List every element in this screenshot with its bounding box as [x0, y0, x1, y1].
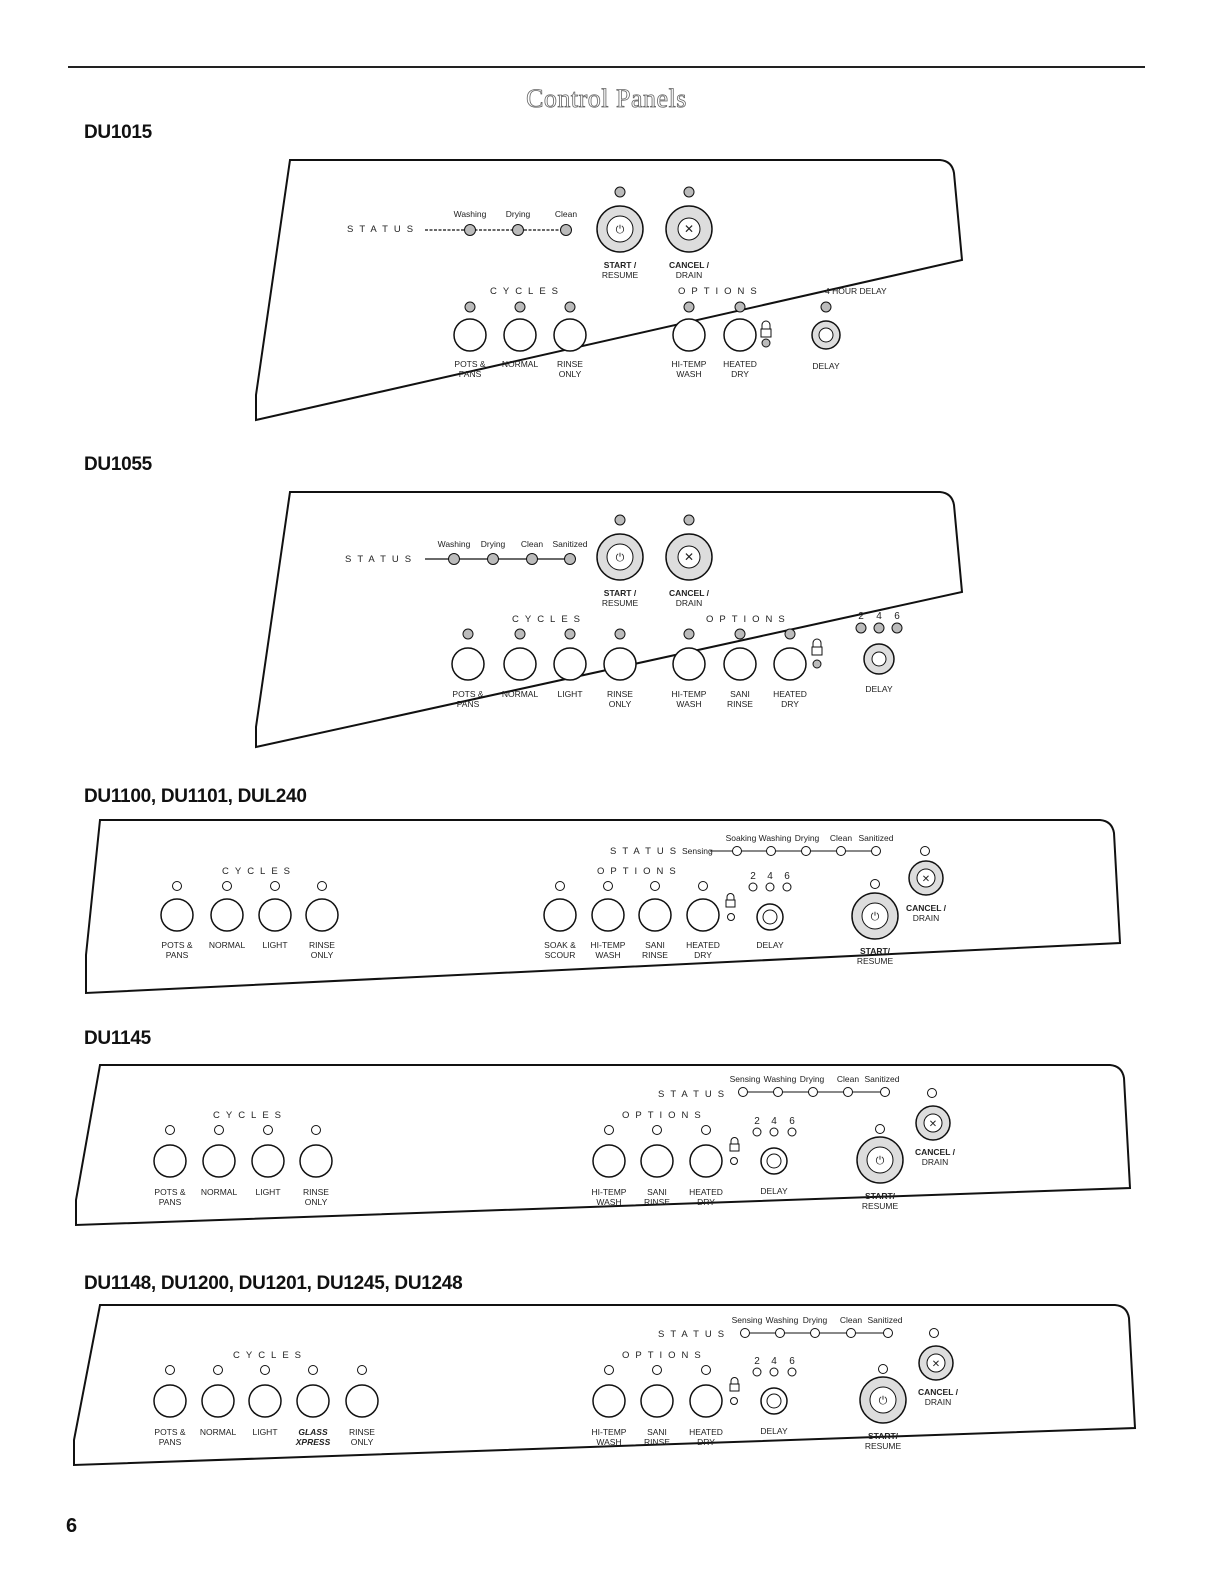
cycle-label: RINSE — [303, 1187, 329, 1197]
cycle-button[interactable] — [504, 648, 536, 680]
status-light — [465, 225, 476, 236]
cycle-label: NORMAL — [199, 1427, 237, 1437]
cycles-heading: CYCLES — [490, 286, 565, 297]
delay-light — [766, 883, 774, 891]
options-heading: OPTIONS — [678, 286, 763, 297]
status-item-label: Sanitized — [867, 1315, 903, 1325]
status-light — [884, 1329, 893, 1338]
cancel-label: CANCEL / — [918, 1387, 958, 1397]
cycle-button[interactable] — [249, 1385, 281, 1417]
cancel-symbol: ✕ — [683, 222, 695, 236]
cycle-label: LIGHT — [557, 689, 583, 699]
start-label-2: RESUME — [601, 270, 639, 280]
lock-light — [731, 1398, 738, 1405]
delay-hour: 6 — [894, 611, 900, 622]
option-label-2: WASH — [596, 1437, 622, 1447]
option-label: HEATED — [689, 1427, 723, 1437]
indicator-light — [684, 515, 694, 525]
delay-hour: 2 — [858, 611, 864, 622]
status-light — [527, 554, 538, 565]
indicator-light — [312, 1126, 321, 1135]
option-label-2: WASH — [676, 699, 702, 709]
option-button[interactable] — [687, 899, 719, 931]
indicator-light — [166, 1366, 175, 1375]
status-light — [739, 1088, 748, 1097]
cycle-label: POTS & — [452, 689, 484, 699]
start-symbol: ⏻ — [615, 552, 625, 564]
indicator-light — [651, 882, 660, 891]
cycle-label: RINSE — [349, 1427, 375, 1437]
start-symbol: ⏻ — [870, 911, 880, 923]
cycle-label-2: XPRESS — [295, 1437, 331, 1447]
cycle-label-2: ONLY — [304, 1197, 328, 1207]
indicator-light — [653, 1366, 662, 1375]
option-label-2: SCOUR — [544, 950, 576, 960]
status-item-label: Drying — [794, 833, 820, 843]
cycle-label: NORMAL — [208, 940, 246, 950]
delay-icon — [763, 910, 777, 924]
status-light — [872, 847, 881, 856]
cycle-button[interactable] — [554, 319, 586, 351]
start-label: START/ — [864, 1191, 896, 1201]
delay-light — [753, 1368, 761, 1376]
status-item-label: Sensing — [731, 1315, 763, 1325]
control-panel-du1015 — [250, 155, 970, 430]
status-sensing-label: Sensing — [682, 846, 713, 856]
option-label: HI-TEMP — [590, 940, 626, 950]
cancel-label-2: DRAIN — [912, 913, 940, 923]
cycles-heading: CYCLES — [213, 1110, 288, 1121]
model-label-du1055: DU1055 — [84, 454, 152, 475]
start-symbol: ⏻ — [615, 224, 625, 236]
lock-icon — [726, 894, 735, 908]
option-label: SANI — [647, 1187, 667, 1197]
status-light — [809, 1088, 818, 1097]
option-label: SOAK & — [544, 940, 576, 950]
option-label: HEATED — [686, 940, 720, 950]
delay-light — [770, 1368, 778, 1376]
cycle-label: NORMAL — [200, 1187, 238, 1197]
delay-label: DELAY — [756, 940, 784, 950]
lock-icon — [730, 1378, 739, 1392]
delay-label: DELAY — [760, 1426, 788, 1436]
status-light — [811, 1329, 820, 1338]
indicator-light — [223, 882, 232, 891]
option-button[interactable] — [673, 648, 705, 680]
cycle-button[interactable] — [161, 899, 193, 931]
option-buttons — [544, 882, 720, 961]
status-item-label: Washing — [758, 833, 792, 843]
indicator-light — [702, 1366, 711, 1375]
page-number: 6 — [66, 1515, 78, 1537]
delay-heading: 4 HOUR DELAY — [825, 286, 887, 296]
status-light — [513, 225, 524, 236]
cycle-label: RINSE — [309, 940, 335, 950]
indicator-light — [556, 882, 565, 891]
clock-icon — [819, 328, 833, 342]
option-label: SANI — [645, 940, 665, 950]
delay-hour: 6 — [789, 1356, 795, 1367]
indicator-light — [515, 629, 525, 639]
indicator-light — [515, 302, 525, 312]
status-item-label: Drying — [802, 1315, 828, 1325]
indicator-light — [465, 302, 475, 312]
indicator-light — [684, 629, 694, 639]
option-label-2: RINSE — [644, 1197, 670, 1207]
options-heading: OPTIONS — [597, 866, 682, 877]
lock-light — [731, 1158, 738, 1165]
option-label-2: DRY — [781, 699, 799, 709]
indicator-light — [928, 1089, 937, 1098]
start-symbol: ⏻ — [875, 1155, 885, 1167]
delay-light — [770, 1128, 778, 1136]
status-light — [837, 847, 846, 856]
start-label: START / — [603, 588, 637, 598]
lock-light — [762, 339, 770, 347]
indicator-light — [930, 1329, 939, 1338]
model-label-du1148: DU1148, DU1200, DU1201, DU1245, DU1248 — [84, 1273, 463, 1294]
indicator-light — [735, 302, 745, 312]
indicator-light — [684, 187, 694, 197]
delay-hour: 6 — [789, 1116, 795, 1127]
status-light — [774, 1088, 783, 1097]
cycle-button[interactable] — [297, 1385, 329, 1417]
cycle-button[interactable] — [554, 648, 586, 680]
cycle-button[interactable] — [346, 1385, 378, 1417]
delay-hour: 2 — [754, 1356, 760, 1367]
lock-light — [728, 914, 735, 921]
indicator-light — [785, 629, 795, 639]
cycle-buttons — [161, 882, 338, 961]
delay-hour: 4 — [876, 611, 882, 622]
cancel-label: CANCEL / — [669, 260, 709, 270]
status-light — [733, 847, 742, 856]
status-light — [767, 847, 776, 856]
lock-icon — [761, 321, 771, 337]
indicator-light — [821, 302, 831, 312]
control-panel-du1148 — [70, 1300, 1145, 1485]
start-label-2: RESUME — [861, 1201, 899, 1211]
indicator-light — [463, 629, 473, 639]
cycle-button[interactable] — [452, 648, 484, 680]
status-item-label: Clean — [554, 209, 578, 219]
option-label: SANI — [730, 689, 750, 699]
indicator-light — [261, 1366, 270, 1375]
cancel-label: CANCEL / — [906, 903, 946, 913]
cycle-button[interactable] — [203, 1145, 235, 1177]
option-label-2: RINSE — [644, 1437, 670, 1447]
cycle-label-2: ONLY — [558, 369, 582, 379]
indicator-light — [879, 1365, 888, 1374]
indicator-light — [615, 515, 625, 525]
delay-light — [892, 623, 902, 633]
indicator-light — [173, 882, 182, 891]
cancel-label: CANCEL / — [915, 1147, 955, 1157]
delay-hour: 6 — [784, 871, 790, 882]
delay-label: DELAY — [812, 361, 840, 371]
cycle-label: POTS & — [161, 940, 193, 950]
indicator-light — [214, 1366, 223, 1375]
cycle-button[interactable] — [154, 1145, 186, 1177]
top-rule — [68, 66, 1145, 68]
indicator-light — [565, 302, 575, 312]
option-label: HI-TEMP — [671, 359, 707, 369]
cancel-label-2: DRAIN — [921, 1157, 949, 1167]
option-label-2: DRY — [694, 950, 712, 960]
status-light — [741, 1329, 750, 1338]
delay-light — [856, 623, 866, 633]
cancel-symbol: ✕ — [931, 1359, 941, 1370]
delay-light — [788, 1368, 796, 1376]
cycle-button[interactable] — [300, 1145, 332, 1177]
start-label-2: RESUME — [864, 1441, 902, 1451]
status-item-label: Drying — [480, 539, 506, 549]
control-panel-du1055 — [250, 487, 970, 762]
indicator-light — [565, 629, 575, 639]
cycle-label-2: PANS — [456, 699, 480, 709]
cycle-label: NORMAL — [501, 359, 539, 369]
cycle-label-2: PANS — [158, 1197, 182, 1207]
option-button[interactable] — [641, 1145, 673, 1177]
option-label: HEATED — [773, 689, 807, 699]
control-panel-du1100 — [70, 815, 1130, 1005]
status-light — [488, 554, 499, 565]
status-item-label: Sanitized — [858, 833, 894, 843]
cycle-label-2: ONLY — [310, 950, 334, 960]
cancel-symbol: ✕ — [928, 1119, 938, 1130]
option-label-2: DRY — [697, 1197, 715, 1207]
status-light — [776, 1329, 785, 1338]
page-title: Control Panels — [526, 84, 687, 113]
status-light — [802, 847, 811, 856]
cycle-label-2: PANS — [458, 369, 482, 379]
lock-light — [813, 660, 821, 668]
status-item-label: Sensing — [729, 1074, 761, 1084]
options-heading: OPTIONS — [706, 614, 791, 625]
indicator-light — [605, 1126, 614, 1135]
cycle-buttons — [154, 1366, 378, 1448]
cycles-heading: CYCLES — [512, 614, 587, 625]
indicator-light — [876, 1125, 885, 1134]
cycles-heading: CYCLES — [233, 1350, 308, 1361]
delay-light — [753, 1128, 761, 1136]
delay-label: DELAY — [865, 684, 893, 694]
indicator-light — [684, 302, 694, 312]
delay-light — [783, 883, 791, 891]
status-item-label: Washing — [437, 539, 471, 549]
status-heading: STATUS — [658, 1329, 731, 1340]
cycle-label: POTS & — [154, 1427, 186, 1437]
cycle-buttons — [452, 629, 636, 709]
option-button[interactable] — [641, 1385, 673, 1417]
cycle-label: RINSE — [557, 359, 583, 369]
delay-icon — [767, 1154, 781, 1168]
indicator-light — [921, 847, 930, 856]
model-label-du1100: DU1100, DU1101, DUL240 — [84, 786, 307, 807]
cycle-button[interactable] — [259, 899, 291, 931]
status-heading: STATUS — [610, 846, 683, 857]
indicator-light — [309, 1366, 318, 1375]
status-item-label: Drying — [799, 1074, 825, 1084]
status-item-label: Clean — [520, 539, 544, 549]
start-label: START / — [603, 260, 637, 270]
status-heading: STATUS — [345, 554, 418, 565]
options-heading: OPTIONS — [622, 1110, 707, 1121]
option-label: HI-TEMP — [591, 1187, 627, 1197]
cycle-label-2: ONLY — [350, 1437, 374, 1447]
option-buttons — [672, 302, 757, 379]
delay-icon — [767, 1394, 781, 1408]
status-light — [565, 554, 576, 565]
model-label-du1015: DU1015 — [84, 122, 152, 143]
delay-light — [788, 1128, 796, 1136]
option-button[interactable] — [544, 899, 576, 931]
indicator-light — [604, 882, 613, 891]
status-light — [847, 1329, 856, 1338]
option-button[interactable] — [593, 1385, 625, 1417]
cycle-button[interactable] — [604, 648, 636, 680]
status-light — [881, 1088, 890, 1097]
cycle-button[interactable] — [454, 319, 486, 351]
indicator-light — [702, 1126, 711, 1135]
option-label-2: WASH — [676, 369, 702, 379]
option-button[interactable] — [774, 648, 806, 680]
status-light — [449, 554, 460, 565]
cycle-button[interactable] — [154, 1385, 186, 1417]
cycle-label: NORMAL — [501, 689, 539, 699]
indicator-light — [271, 882, 280, 891]
indicator-light — [699, 882, 708, 891]
option-buttons — [592, 1126, 723, 1208]
indicator-light — [358, 1366, 367, 1375]
status-item-label: Soaking — [725, 833, 757, 843]
status-item-label: Washing — [453, 209, 487, 219]
option-button[interactable] — [673, 319, 705, 351]
options-heading: OPTIONS — [622, 1350, 707, 1361]
option-label-2: RINSE — [642, 950, 668, 960]
cycle-label: LIGHT — [252, 1427, 278, 1437]
delay-hour: 2 — [754, 1116, 760, 1127]
option-button[interactable] — [592, 899, 624, 931]
status-light — [844, 1088, 853, 1097]
option-label: HI-TEMP — [591, 1427, 627, 1437]
cycle-button[interactable] — [211, 899, 243, 931]
cycle-label: GLASS — [298, 1427, 328, 1437]
start-label-2: RESUME — [856, 956, 894, 966]
status-item-label: Clean — [839, 1315, 863, 1325]
indicator-light — [871, 880, 880, 889]
indicator-light — [653, 1126, 662, 1135]
cycle-label: LIGHT — [255, 1187, 281, 1197]
cycle-label-2: PANS — [165, 950, 189, 960]
lock-icon — [730, 1138, 739, 1152]
delay-label: DELAY — [760, 1186, 788, 1196]
status-item-label: Sanitized — [552, 539, 588, 549]
option-label: SANI — [647, 1427, 667, 1437]
option-label-2: WASH — [595, 950, 621, 960]
clock-icon — [872, 652, 886, 666]
delay-hour: 4 — [767, 871, 773, 882]
indicator-light — [605, 1366, 614, 1375]
option-label-2: RINSE — [727, 699, 753, 709]
status-item-label: Clean — [829, 833, 853, 843]
option-button[interactable] — [724, 648, 756, 680]
status-heading: STATUS — [658, 1089, 731, 1100]
cycle-label-2: ONLY — [608, 699, 632, 709]
cancel-symbol: ✕ — [921, 874, 931, 885]
cycle-button[interactable] — [504, 319, 536, 351]
control-panel-du1145 — [70, 1060, 1140, 1250]
cycle-label: RINSE — [607, 689, 633, 699]
status-item-label: Sanitized — [864, 1074, 900, 1084]
model-label-du1145: DU1145 — [84, 1028, 151, 1049]
cancel-label-2: DRAIN — [675, 270, 703, 280]
option-button[interactable] — [639, 899, 671, 931]
start-label: START/ — [867, 1431, 899, 1441]
option-button[interactable] — [690, 1145, 722, 1177]
cycle-label-2: PANS — [158, 1437, 182, 1447]
cancel-label: CANCEL / — [669, 588, 709, 598]
lock-icon — [812, 639, 822, 655]
option-label: HI-TEMP — [671, 689, 707, 699]
delay-light — [749, 883, 757, 891]
cycle-button[interactable] — [252, 1145, 284, 1177]
cycle-button[interactable] — [202, 1385, 234, 1417]
option-label: HEATED — [689, 1187, 723, 1197]
delay-hour: 4 — [771, 1356, 777, 1367]
option-label-2: DRY — [731, 369, 749, 379]
indicator-light — [166, 1126, 175, 1135]
option-button[interactable] — [690, 1385, 722, 1417]
status-light — [561, 225, 572, 236]
start-symbol: ⏻ — [878, 1395, 888, 1407]
option-button[interactable] — [593, 1145, 625, 1177]
indicator-light — [735, 629, 745, 639]
start-label-2: RESUME — [601, 598, 639, 608]
status-item-label: Clean — [836, 1074, 860, 1084]
delay-light — [874, 623, 884, 633]
status-item-label: Drying — [505, 209, 531, 219]
cycles-heading: CYCLES — [222, 866, 297, 877]
cycle-label: POTS & — [454, 359, 486, 369]
delay-hour: 2 — [750, 871, 756, 882]
option-button[interactable] — [724, 319, 756, 351]
start-label: START/ — [859, 946, 891, 956]
cycle-label: POTS & — [154, 1187, 186, 1197]
indicator-light — [215, 1126, 224, 1135]
indicator-light — [264, 1126, 273, 1135]
status-item-label: Washing — [765, 1315, 799, 1325]
cancel-label-2: DRAIN — [675, 598, 703, 608]
option-label-2: WASH — [596, 1197, 622, 1207]
status-heading: STATUS — [347, 224, 420, 235]
indicator-light — [615, 187, 625, 197]
cycle-buttons — [154, 1126, 332, 1208]
cancel-label-2: DRAIN — [924, 1397, 952, 1407]
delay-hour: 4 — [771, 1116, 777, 1127]
indicator-light — [318, 882, 327, 891]
option-buttons — [592, 1366, 723, 1448]
cycle-buttons — [454, 302, 586, 379]
option-label: HEATED — [723, 359, 757, 369]
option-label-2: DRY — [697, 1437, 715, 1447]
indicator-light — [615, 629, 625, 639]
cycle-button[interactable] — [306, 899, 338, 931]
cycle-label: LIGHT — [262, 940, 288, 950]
cancel-symbol: ✕ — [683, 550, 695, 564]
status-item-label: Washing — [763, 1074, 797, 1084]
